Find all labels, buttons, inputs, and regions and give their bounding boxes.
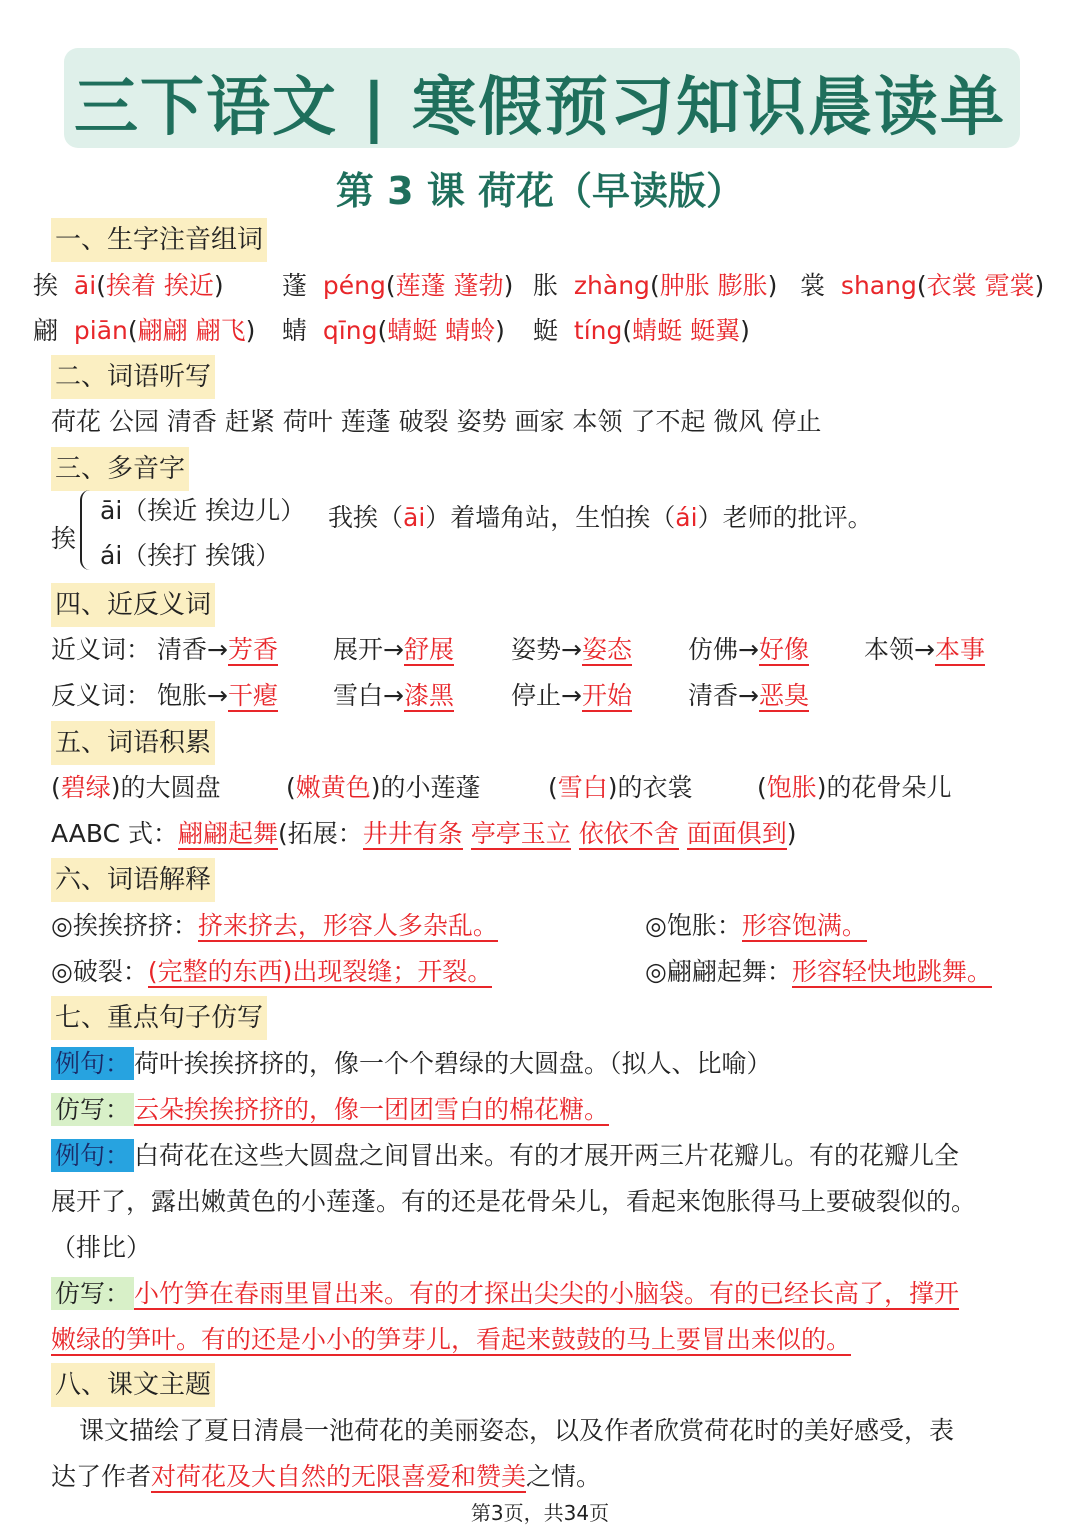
phrase-4: (饱胀)的花骨朵儿 <box>757 773 952 802</box>
antonym-1: 饱胀→干瘪 <box>157 681 278 710</box>
page-footer: 第3页，共34页 <box>470 1501 610 1525</box>
synonym-1: 清香→芳香 <box>157 635 278 664</box>
example-2-line-3: （排比） <box>51 1233 152 1262</box>
example-2-line-1: 例句： 白荷花在这些大圆盘之间冒出来。有的才展开两三片花瓣儿。有的花瓣儿全 <box>51 1138 959 1174</box>
polyphone-reading-1: āi（挨近 挨边儿） <box>100 496 306 525</box>
section-heading-7: 七、重点句子仿写 <box>51 996 267 1040</box>
theme-line-1: 课文描绘了夏日清晨一池荷花的美丽姿态，以及作者欣赏荷花时的美好感受，表 <box>79 1416 955 1445</box>
imitation-2-line-1: 仿写： 小竹笋在春雨里冒出来。有的才探出尖尖的小脑袋。有的已经长高了，撑开 <box>51 1276 959 1312</box>
explain-3: ◎破裂：(完整的东西)出现裂缝；开裂。 <box>51 957 493 986</box>
explain-4: ◎翩翩起舞：形容轻快地跳舞。 <box>645 957 992 986</box>
section-heading-6: 六、词语解释 <box>51 858 215 902</box>
synonym-2: 展开→舒展 <box>333 635 454 664</box>
section-heading-2: 二、词语听写 <box>51 355 215 399</box>
phrase-1: (碧绿)的大圆盘 <box>51 773 221 802</box>
section-heading-8: 八、课文主题 <box>51 1363 215 1407</box>
phrase-2: (嫩黄色)的小莲蓬 <box>286 773 481 802</box>
section-heading-1: 一、生字注音组词 <box>51 218 267 262</box>
explain-2: ◎饱胀：形容饱满。 <box>645 911 867 940</box>
aabc-line: AABC 式：翩翩起舞(拓展：井井有条 亭亭玉立 依依不舍 面面俱到) <box>51 819 797 848</box>
char-row-1: 挨 āi(挨着 挨近) <box>33 271 224 300</box>
char-row-1b: 蓬 péng(莲蓬 蓬勃) <box>282 271 514 300</box>
page-title: 三下语文 | 寒假预习知识晨读单 <box>74 71 1006 145</box>
phrase-3: (雪白)的衣裳 <box>548 773 693 802</box>
synonym-3: 姿势→姿态 <box>511 635 632 664</box>
char-row-1c: 胀 zhàng(肿胀 膨胀) <box>533 271 778 300</box>
antonym-3: 停止→开始 <box>511 681 632 710</box>
section-heading-5: 五、词语积累 <box>51 721 215 765</box>
theme-line-2: 达了作者对荷花及大自然的无限喜爱和赞美之情。 <box>51 1462 602 1491</box>
polyphone-reading-2: ái（挨打 挨饿） <box>100 541 281 570</box>
polyphone-char: 挨 <box>51 524 77 553</box>
synonym-label: 近义词： <box>51 635 152 664</box>
antonym-4: 清香→恶臭 <box>688 681 809 710</box>
example-1: 例句： 荷叶挨挨挤挤的，像一个个碧绿的大圆盘。（拟人、比喻） <box>51 1046 772 1082</box>
antonym-2: 雪白→漆黑 <box>333 681 454 710</box>
antonym-label: 反义词： <box>51 681 152 710</box>
dictation-words: 荷花 公园 清香 赶紧 荷叶 莲蓬 破裂 姿势 画家 本领 了不起 微风 停止 <box>51 407 822 436</box>
page-subtitle: 第 3 课 荷花（早读版） <box>335 169 745 213</box>
synonym-5: 本领→本事 <box>864 635 985 664</box>
polyphone-sentence: 我挨（āi）着墙角站，生怕挨（ái）老师的批评。 <box>328 503 873 532</box>
section-heading-3: 三、多音字 <box>51 447 189 491</box>
char-row-2: 翩 piān(翩翩 翩飞) <box>33 316 256 345</box>
explain-1: ◎挨挨挤挤：挤来挤去，形容人多杂乱。 <box>51 911 498 940</box>
brace <box>80 490 96 570</box>
section-heading-4: 四、近反义词 <box>51 583 215 627</box>
imitation-1: 仿写： 云朵挨挨挤挤的，像一团团雪白的棉花糖。 <box>51 1092 609 1128</box>
synonym-4: 仿佛→好像 <box>688 635 809 664</box>
char-row-1d: 裳 shang(衣裳 霓裳) <box>800 271 1045 300</box>
imitation-2-line-2: 嫩绿的笋叶。有的还是小小的笋芽儿，看起来鼓鼓的马上要冒出来似的。 <box>51 1325 852 1354</box>
char-row-2c: 蜓 tíng(蜻蜓 蜓翼) <box>533 316 750 345</box>
example-2-line-2: 展开了，露出嫩黄色的小莲蓬。有的还是花骨朵儿，看起来饱胀得马上要破裂似的。 <box>51 1187 977 1216</box>
char-row-2b: 蜻 qīng(蜻蜓 蜻蛉) <box>282 316 505 345</box>
